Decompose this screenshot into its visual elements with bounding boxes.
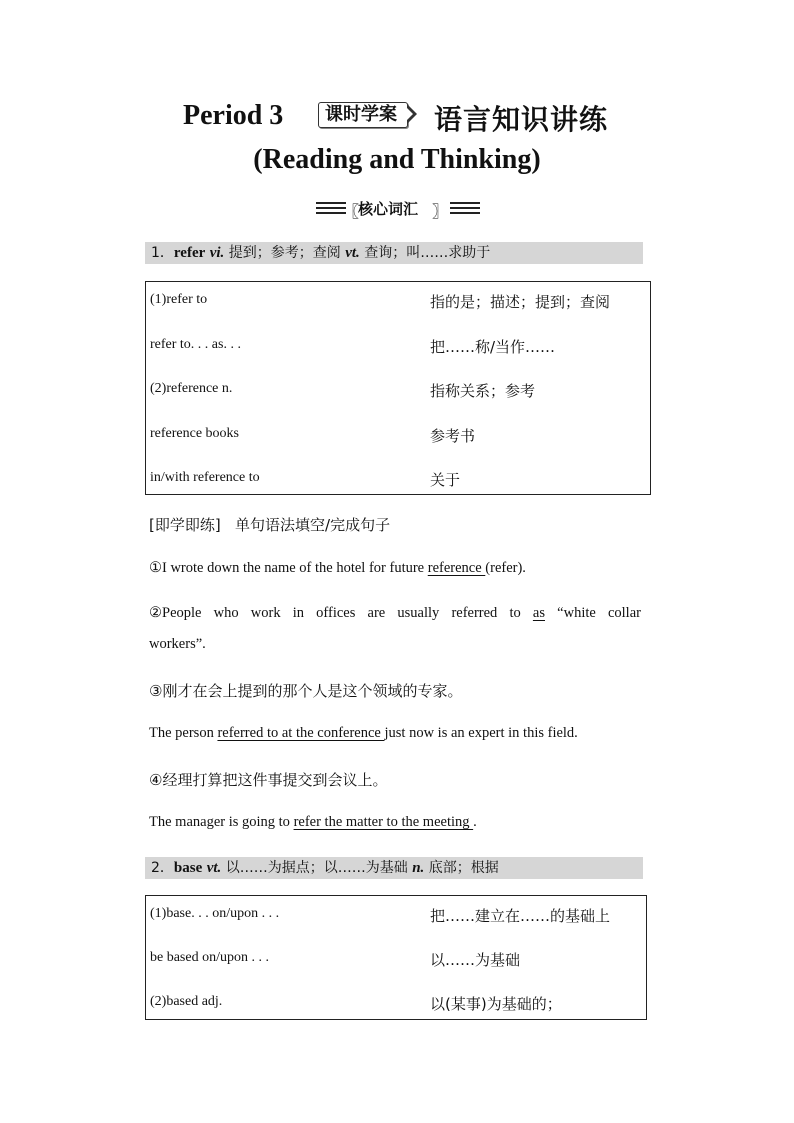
word: are [367,605,386,621]
close-bracket: 〗 [432,202,449,221]
answer-blank: reference [427,560,486,576]
phrase-cn: 以(某事)为基础的； [430,995,562,1013]
word: in [292,605,305,621]
word: “white [557,605,596,621]
phrase-en: refer to. . . as. . . [150,336,241,352]
headword: base [173,860,203,876]
phrase-cn: 以……为基础 [430,951,521,969]
word: referred [451,605,498,621]
word-bar-refer [145,242,643,264]
table-row [146,984,646,1020]
question-4 [149,814,477,831]
answer-blank: as [532,605,545,621]
word: ②People [149,605,202,621]
table-row [146,327,650,372]
part-of-speech: vt. [206,860,222,876]
phrase-cn: 指的是；描述；提到；查阅 [430,293,611,311]
question-text: just now is an expert in this field. [384,725,578,741]
table-row [146,371,650,416]
question-1 [149,560,526,577]
word: who [213,605,239,621]
question-2-line1 [149,605,641,622]
word-bar-base [145,857,643,879]
table-row [146,282,650,327]
table-row [146,896,646,940]
section-heading [0,198,794,220]
word: usually [397,605,440,621]
question-2-line2: workers”. [149,636,206,652]
word-number: 1． [151,245,174,261]
word: collar [607,605,641,621]
word: offices [316,605,356,621]
word-meaning: 以……为据点；以……为基础 [225,860,408,876]
word-meaning: 查询；叫……求助于 [364,245,491,261]
exercise-instruction: 单句语法填空/完成句子 [235,516,391,534]
question-text: (refer). [485,560,526,576]
table-row [146,416,650,461]
word-number: 2． [151,860,174,876]
phrase-en: (2)based adj. [150,994,223,1009]
chinese-title: 语言知识讲练 [434,103,609,136]
question-4-chinese: ④经理打算把这件事提交到会议上。 [149,771,388,789]
part-of-speech: vt. [345,245,360,261]
vocab-table-refer [145,281,651,495]
word: to [509,605,521,621]
phrase-en: (2)reference n. [150,381,233,396]
word-meaning: 底部；根据 [428,860,499,876]
decor-lines-right [450,202,480,216]
word-meaning: 提到；参考；查阅 [228,245,341,261]
word: work [250,605,281,621]
part-of-speech: n. [412,860,425,876]
question-3 [149,725,578,742]
phrase-en: reference books [150,425,240,441]
phrase-en: be based on/upon . . . [150,950,269,965]
phrase-cn: 关于 [430,471,461,489]
phrase-en: (1)refer to [150,292,208,307]
answer-blank: referred to at the conference [217,725,385,741]
title-row [0,96,794,140]
phrase-cn: 把……建立在……的基础上 [430,907,611,925]
lesson-tag: 课时学案 [318,102,408,128]
answer-blank: refer the matter to the meeting [293,814,474,830]
question-text: The manager is going to [149,814,294,830]
decor-lines-left [316,202,346,216]
part-of-speech: vi. [209,245,225,261]
exercise-heading-line [149,514,390,535]
phrase-cn: 参考书 [430,426,476,445]
table-row [146,940,646,984]
question-text: The person [149,725,218,741]
section-label: 核心词汇 [358,200,419,218]
phrase-cn: 把……称/当作…… [430,337,556,356]
exercise-heading: [即学即练] [149,516,221,534]
period-title: Period 3 [183,100,284,131]
phrase-cn: 指称关系；参考 [430,382,536,400]
phrase-en: in/with reference to [150,470,260,485]
open-bracket: 〖 [343,202,360,221]
question-3-chinese: ③刚才在会上提到的那个人是这个领域的专家。 [149,682,463,700]
tag-arrow-inner [406,107,413,121]
subtitle: (Reading and Thinking) [253,144,541,175]
headword: refer [173,245,206,261]
phrase-en: (1)base. . . on/upon . . . [150,906,280,921]
question-text: ①I wrote down the name of the hotel for future [149,560,428,576]
vocab-table-base [145,895,647,1020]
question-text: . [473,814,477,830]
table-row [146,460,650,505]
